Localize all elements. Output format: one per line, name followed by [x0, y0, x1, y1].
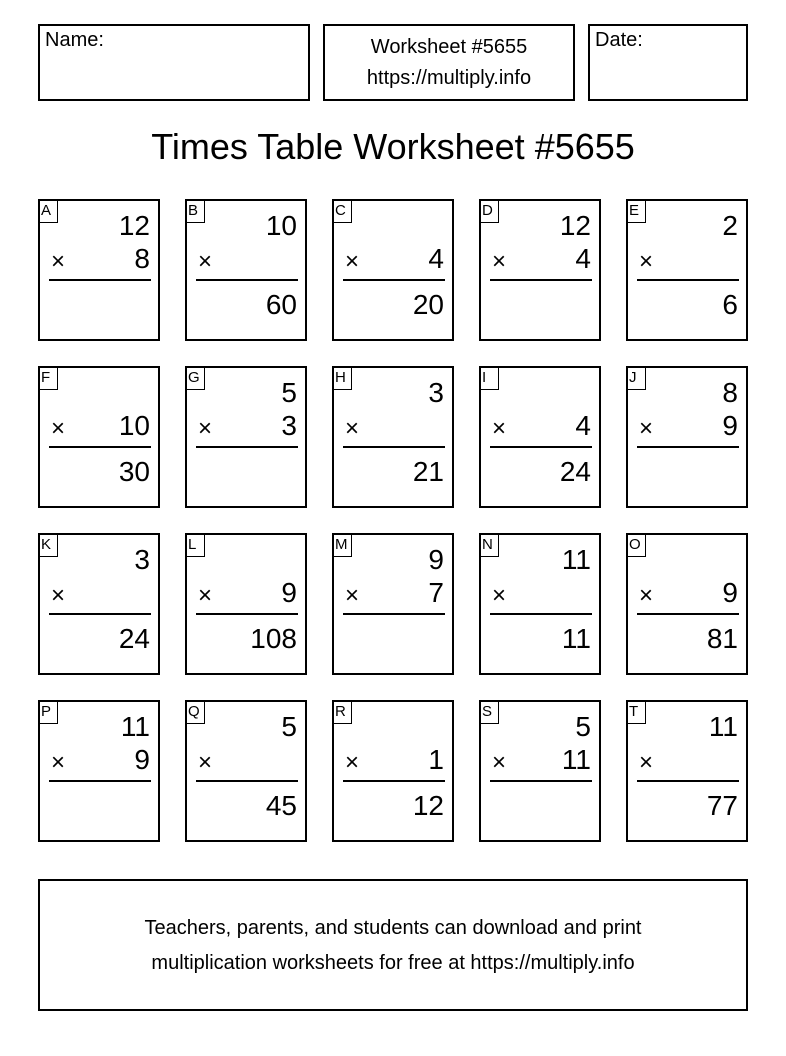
problem-letter: I	[479, 366, 499, 390]
second-factor: 11	[561, 744, 591, 775]
second-factor: 3	[281, 410, 297, 441]
problem-letter: R	[332, 700, 352, 724]
answer-line	[49, 446, 151, 448]
answer-line	[343, 780, 445, 782]
second-factor: 4	[428, 243, 444, 274]
times-sign: ×	[198, 248, 213, 275]
product: 6	[722, 289, 738, 320]
problem-i	[479, 366, 601, 508]
problem-letter: J	[626, 366, 646, 390]
first-factor: 9	[428, 544, 444, 575]
times-sign: ×	[198, 749, 213, 776]
times-sign: ×	[639, 582, 654, 609]
times-sign: ×	[345, 248, 360, 275]
problem-letter: N	[479, 533, 499, 557]
problem-letter: K	[38, 533, 58, 557]
first-factor: 8	[722, 377, 738, 408]
problem-e	[626, 199, 748, 341]
problem-letter: P	[38, 700, 58, 724]
problem-p	[38, 700, 160, 842]
times-sign: ×	[51, 749, 66, 776]
problem-g	[185, 366, 307, 508]
answer-line	[49, 613, 151, 615]
product: 60	[265, 289, 297, 320]
first-factor: 12	[118, 210, 150, 241]
answer-line	[49, 279, 151, 281]
problem-letter: A	[38, 199, 58, 223]
answer-line	[196, 613, 298, 615]
product: 24	[559, 456, 591, 487]
times-sign: ×	[51, 248, 66, 275]
times-sign: ×	[51, 582, 66, 609]
times-sign: ×	[492, 582, 507, 609]
problem-letter: H	[332, 366, 352, 390]
answer-line	[49, 780, 151, 782]
worksheet-url: https://multiply.info	[366, 67, 532, 89]
second-factor: 9	[134, 744, 150, 775]
problem-a	[38, 199, 160, 341]
problem-b	[185, 199, 307, 341]
name-label: Name:	[45, 29, 104, 51]
times-sign: ×	[51, 415, 66, 442]
footer-line-2: multiplication worksheets for free at https://multiply.info	[151, 952, 635, 974]
problem-letter: D	[479, 199, 499, 223]
answer-line	[490, 279, 592, 281]
answer-line	[343, 446, 445, 448]
answer-line	[490, 780, 592, 782]
answer-line	[637, 780, 739, 782]
answer-line	[637, 613, 739, 615]
product: 108	[250, 623, 297, 654]
problem-l	[185, 533, 307, 675]
product: 20	[412, 289, 444, 320]
times-sign: ×	[492, 749, 507, 776]
footer-box	[38, 879, 748, 1011]
footer-line-1: Teachers, parents, and students can download and print	[144, 917, 642, 939]
worksheet-number: Worksheet #5655	[370, 36, 528, 58]
answer-line	[490, 446, 592, 448]
times-sign: ×	[345, 749, 360, 776]
answer-line	[637, 446, 739, 448]
problem-letter: M	[332, 533, 352, 557]
second-factor: 4	[575, 243, 591, 274]
problem-k	[38, 533, 160, 675]
second-factor: 7	[428, 577, 444, 608]
times-sign: ×	[639, 415, 654, 442]
product: 12	[412, 790, 444, 821]
problem-letter: O	[626, 533, 646, 557]
answer-line	[343, 279, 445, 281]
first-factor: 11	[120, 711, 150, 742]
second-factor: 9	[281, 577, 297, 608]
first-factor: 10	[265, 210, 297, 241]
first-factor: 11	[561, 544, 591, 575]
first-factor: 3	[134, 544, 150, 575]
problem-letter: S	[479, 700, 499, 724]
second-factor: 8	[134, 243, 150, 274]
product: 24	[118, 623, 150, 654]
problem-s	[479, 700, 601, 842]
product: 30	[118, 456, 150, 487]
problem-o	[626, 533, 748, 675]
first-factor: 11	[708, 711, 738, 742]
problem-letter: G	[185, 366, 205, 390]
problem-r	[332, 700, 454, 842]
problem-letter: T	[626, 700, 646, 724]
problem-c	[332, 199, 454, 341]
second-factor: 9	[722, 577, 738, 608]
second-factor: 10	[118, 410, 150, 441]
problem-letter: B	[185, 199, 205, 223]
problem-letter: E	[626, 199, 646, 223]
date-label: Date:	[595, 29, 643, 51]
answer-line	[196, 279, 298, 281]
first-factor: 2	[722, 210, 738, 241]
second-factor: 1	[428, 744, 444, 775]
problem-letter: F	[38, 366, 58, 390]
problem-n	[479, 533, 601, 675]
first-factor: 5	[575, 711, 591, 742]
problem-t	[626, 700, 748, 842]
page-title: Times Table Worksheet #5655	[151, 126, 635, 167]
problem-f	[38, 366, 160, 508]
product: 21	[412, 456, 444, 487]
first-factor: 5	[281, 711, 297, 742]
problem-d	[479, 199, 601, 341]
product: 11	[561, 623, 591, 654]
problem-letter: Q	[185, 700, 205, 724]
times-sign: ×	[492, 248, 507, 275]
problem-m	[332, 533, 454, 675]
answer-line	[343, 613, 445, 615]
times-sign: ×	[198, 415, 213, 442]
answer-line	[490, 613, 592, 615]
product: 77	[706, 790, 738, 821]
problem-h	[332, 366, 454, 508]
times-sign: ×	[345, 582, 360, 609]
answer-line	[196, 780, 298, 782]
second-factor: 4	[575, 410, 591, 441]
first-factor: 12	[559, 210, 591, 241]
problem-q	[185, 700, 307, 842]
problem-j	[626, 366, 748, 508]
times-sign: ×	[198, 582, 213, 609]
product: 45	[265, 790, 297, 821]
first-factor: 5	[281, 377, 297, 408]
second-factor: 9	[722, 410, 738, 441]
times-sign: ×	[639, 248, 654, 275]
times-sign: ×	[639, 749, 654, 776]
answer-line	[196, 446, 298, 448]
answer-line	[637, 279, 739, 281]
times-sign: ×	[345, 415, 360, 442]
problem-letter: L	[185, 533, 205, 557]
times-sign: ×	[492, 415, 507, 442]
problem-letter: C	[332, 199, 352, 223]
product: 81	[706, 623, 738, 654]
first-factor: 3	[428, 377, 444, 408]
